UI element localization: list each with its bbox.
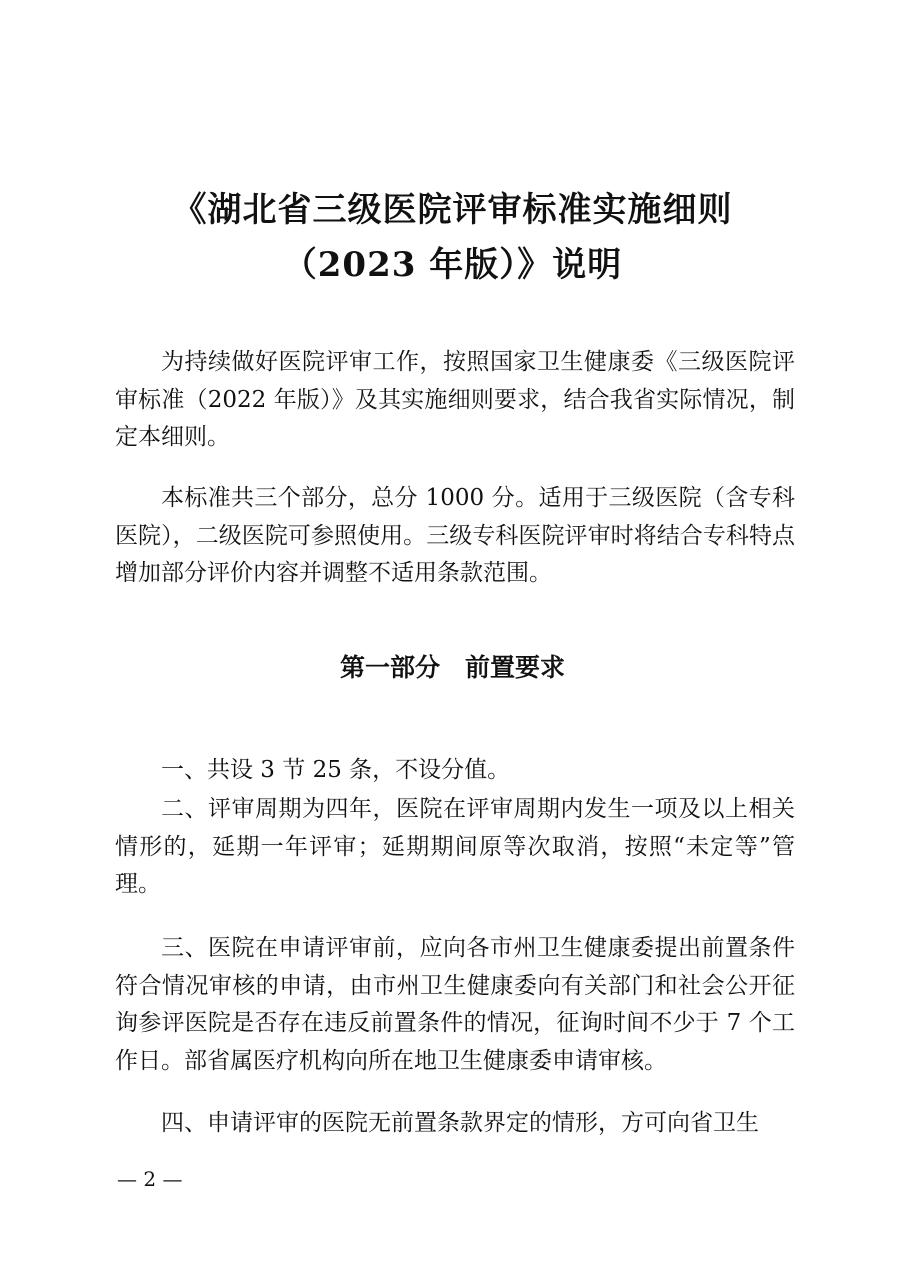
section-paragraph: 二、评审周期为四年，医院在评审周期内发生一项及以上相关情形的，延期一年评审；延期期间原等次取消，按照“未定等”管理。 [115, 796, 795, 897]
section-heading: 第一部分 前置要求 [339, 653, 565, 682]
document-title-line-2: （2023 年版）》说明 [282, 245, 623, 285]
intro-paragraph: 本标准共三个部分，总分 1000 分。适用于三级医院（含专科医院），二级医院可参照使用。三级专科医院评审时将结合专科特点增加部分评价内容并调整不适用条款范围。 [115, 485, 795, 586]
section-paragraph: 四、申请评审的医院无前置条款界定的情形，方可向省卫生 [161, 1110, 759, 1136]
page-number: — 2 — [117, 1167, 183, 1191]
section-paragraph: 一、共设 3 节 25 条，不设分值。 [161, 757, 511, 783]
section-paragraph: 三、医院在申请评审前，应向各市州卫生健康委提出前置条件符合情况审核的申请，由市州卫生健康委向有关部门和社会公开征询参评医院是否存在违反前置条件的情况，征询时间不少于 7 个工作日。部省属医疗机构向所在地卫生健康委申请审核。 [115, 935, 795, 1074]
document-title-line-1: 《湖北省三级医院评审标准实施细则 [172, 190, 733, 230]
intro-paragraph: 为持续做好医院评审工作，按照国家卫生健康委《三级医院评审标准（2022 年版）》及其实施细则要求，结合我省实际情况，制定本细则。 [115, 349, 795, 450]
